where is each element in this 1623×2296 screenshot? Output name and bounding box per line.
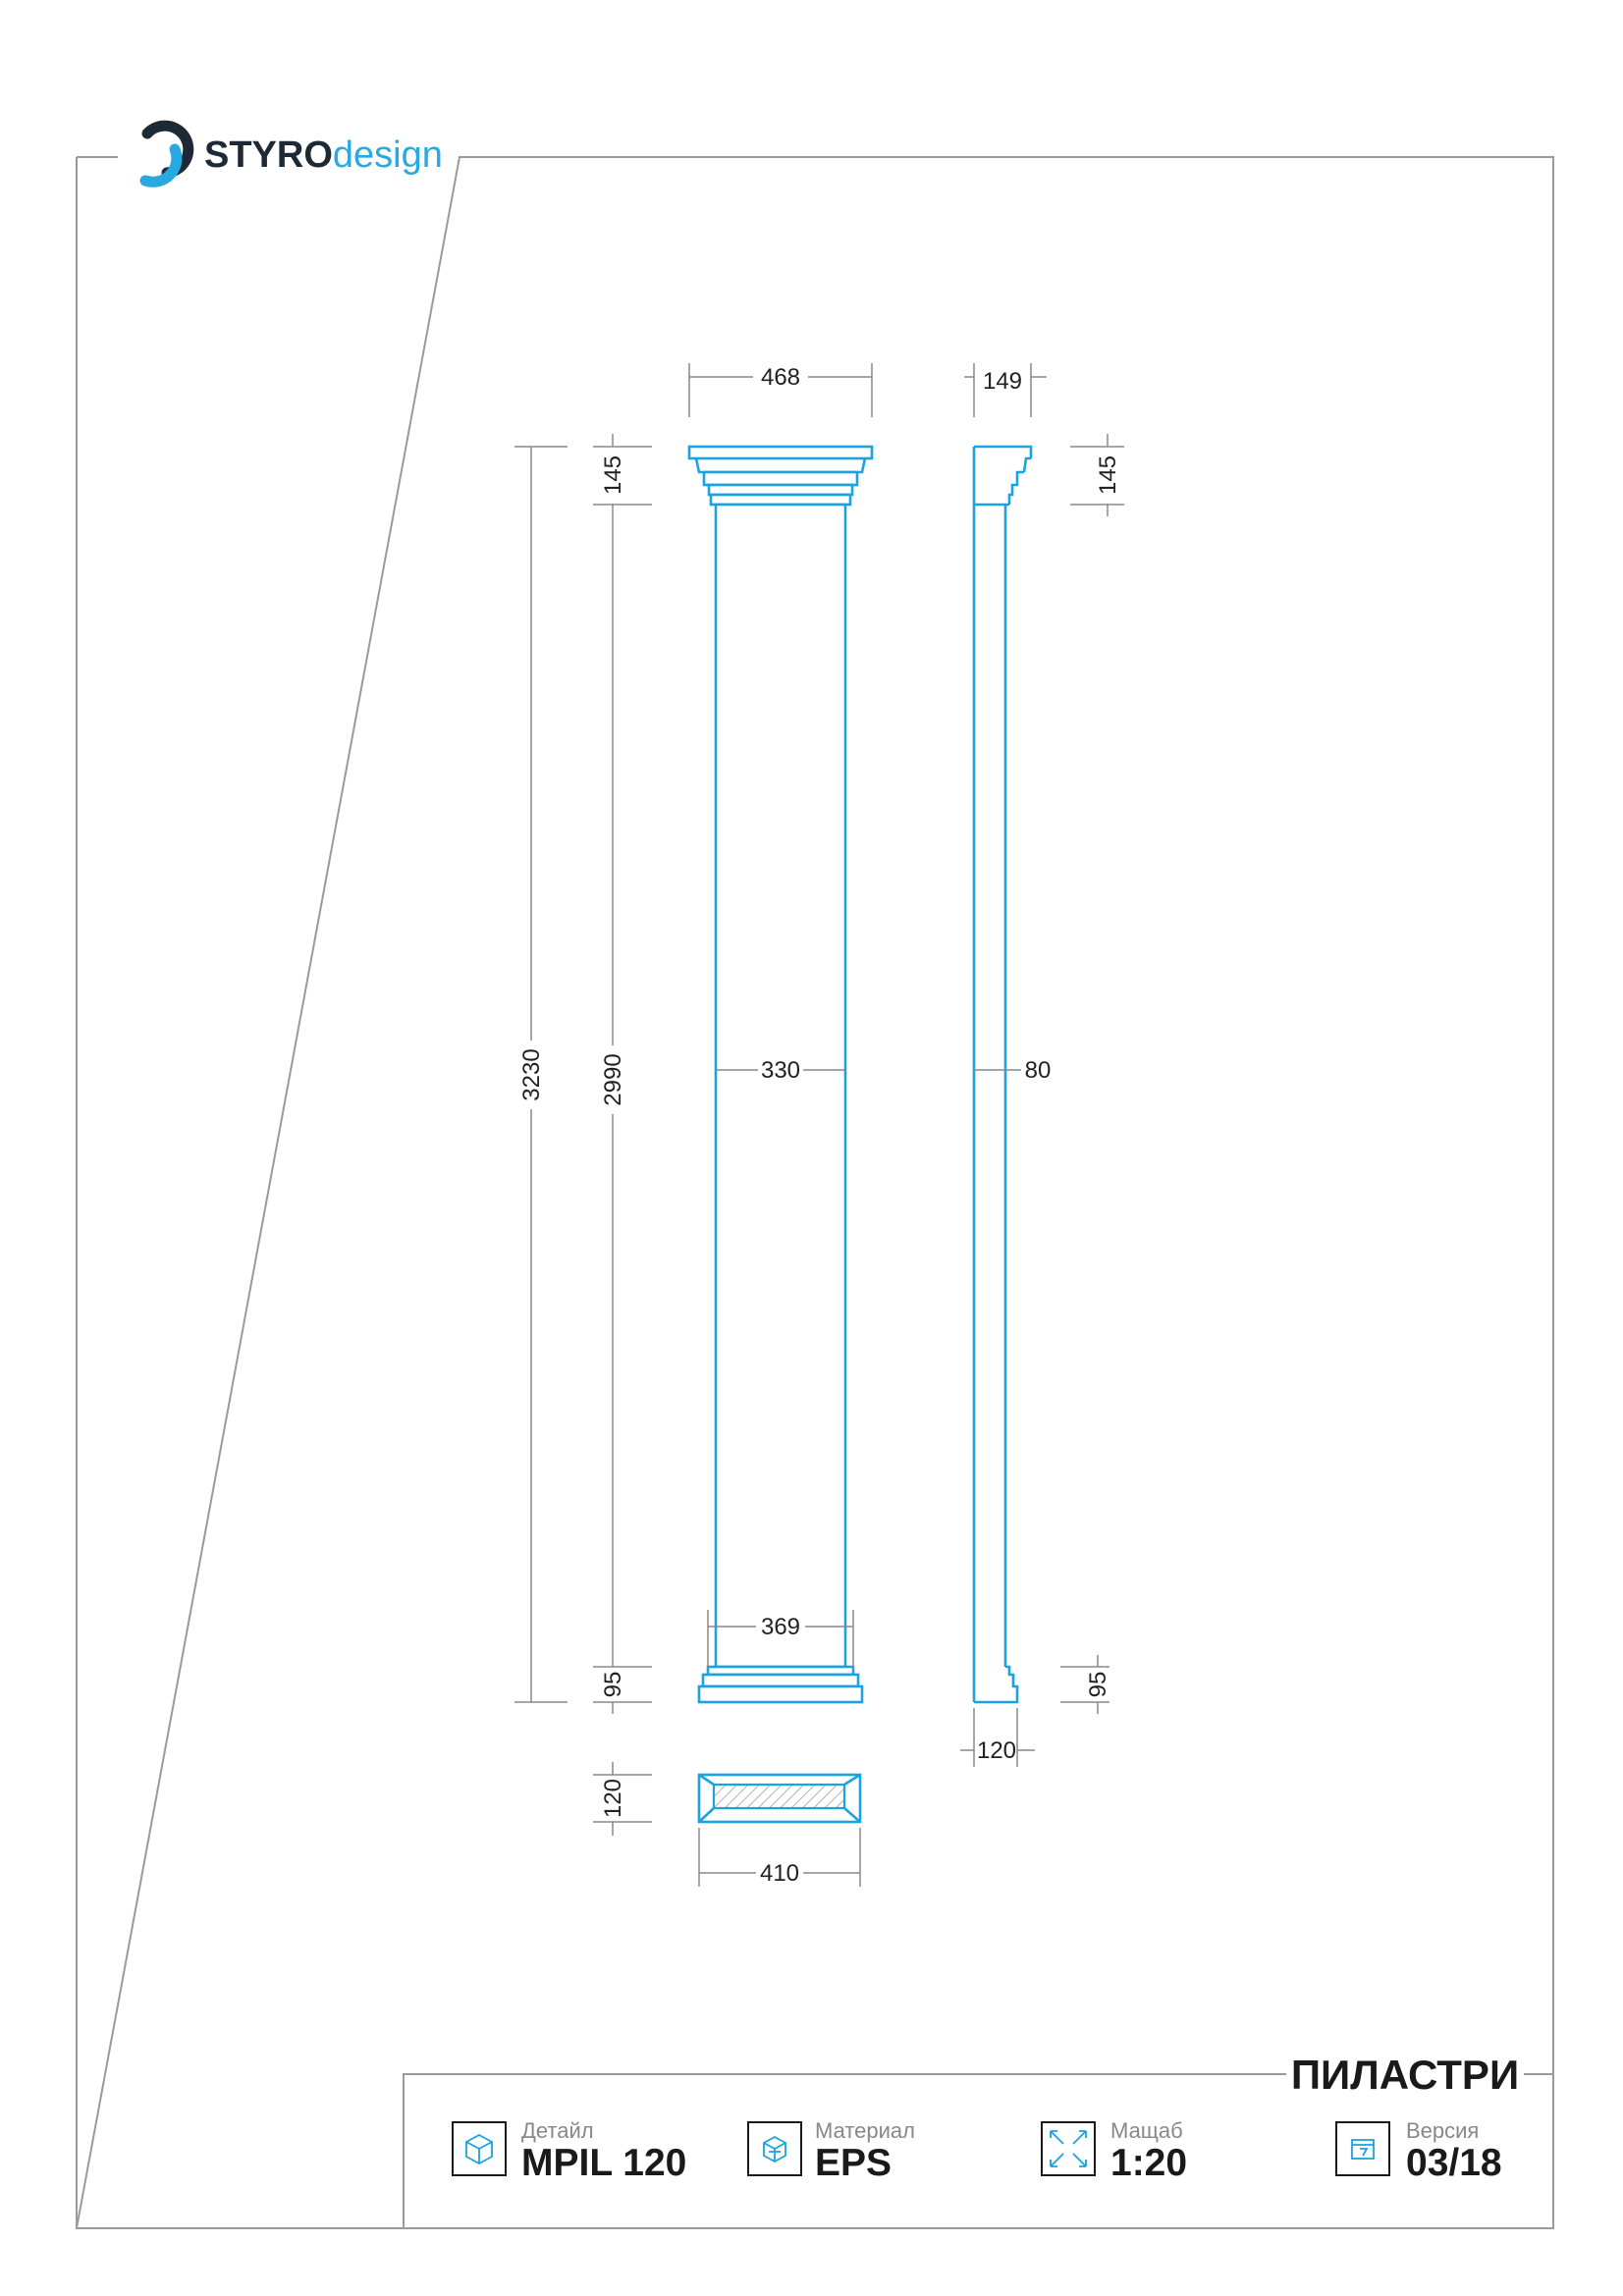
side-capital-top xyxy=(974,447,1031,458)
dim-shaft-depth-side: 80 xyxy=(1024,1057,1052,1084)
version-value: 03/18 xyxy=(1406,2142,1502,2184)
dim-base-height-side: 95 xyxy=(1085,1671,1111,1698)
dim-front-top-width: 468 xyxy=(760,364,801,391)
front-base-torus xyxy=(703,1675,858,1686)
dim-base-inner-width: 369 xyxy=(760,1614,801,1640)
dim-total-height: 3230 xyxy=(518,1048,545,1101)
brand-name xyxy=(204,134,443,176)
front-base-plinth xyxy=(699,1686,862,1702)
scale-value: 1:20 xyxy=(1110,2142,1188,2184)
brand-logo xyxy=(145,126,443,182)
detail-label: Детайл xyxy=(521,2118,594,2143)
info-scale xyxy=(1042,2118,1187,2184)
dim-section-depth: 120 xyxy=(600,1778,626,1819)
section-view xyxy=(699,1775,860,1822)
front-shaft xyxy=(716,505,845,1667)
logo-icon xyxy=(145,126,189,182)
front-capital-band xyxy=(704,472,857,485)
material-cube-icon-glyph xyxy=(764,2137,785,2162)
info-detail xyxy=(453,2118,686,2184)
sheet-title: ПИЛАСТРИ xyxy=(1290,2052,1520,2098)
calendar-icon-glyph xyxy=(1352,2140,1374,2159)
dim-capital-height-side: 145 xyxy=(1095,454,1121,496)
dim-capital-height-front: 145 xyxy=(600,454,626,496)
material-value: EPS xyxy=(815,2142,893,2184)
dim-side-base-depth: 120 xyxy=(976,1737,1017,1764)
version-label: Версия xyxy=(1406,2118,1480,2143)
cube-icon-glyph xyxy=(466,2135,492,2163)
dim-shaft-height: 2990 xyxy=(600,1053,626,1106)
title-block xyxy=(404,2052,1553,2228)
brand-name-light: design xyxy=(332,134,443,176)
material-label: Материал xyxy=(815,2118,915,2143)
detail-value: MPIL 120 xyxy=(521,2142,687,2184)
front-capital-abacus xyxy=(689,447,872,458)
scale-label: Мащаб xyxy=(1110,2118,1183,2143)
scale-arrows-icon-glyph xyxy=(1051,2131,1086,2166)
side-view xyxy=(974,447,1031,1702)
scale-arrows-icon xyxy=(1042,2122,1095,2175)
side-capital-steps xyxy=(1009,472,1024,505)
side-base xyxy=(974,1667,1017,1702)
dim-section-width: 410 xyxy=(759,1860,800,1887)
info-material xyxy=(748,2118,915,2184)
front-capital-fillet xyxy=(709,485,852,495)
section-core xyxy=(714,1785,844,1808)
dim-side-top-depth: 149 xyxy=(982,368,1023,395)
front-capital-cyma xyxy=(696,458,865,472)
side-capital-cyma xyxy=(1024,458,1031,472)
info-version xyxy=(1336,2118,1502,2184)
front-capital-astragal xyxy=(711,495,850,505)
brand-name-bold: STYRO xyxy=(204,134,333,176)
dim-base-height-front: 95 xyxy=(600,1671,626,1698)
dim-shaft-width-front: 330 xyxy=(760,1057,801,1084)
